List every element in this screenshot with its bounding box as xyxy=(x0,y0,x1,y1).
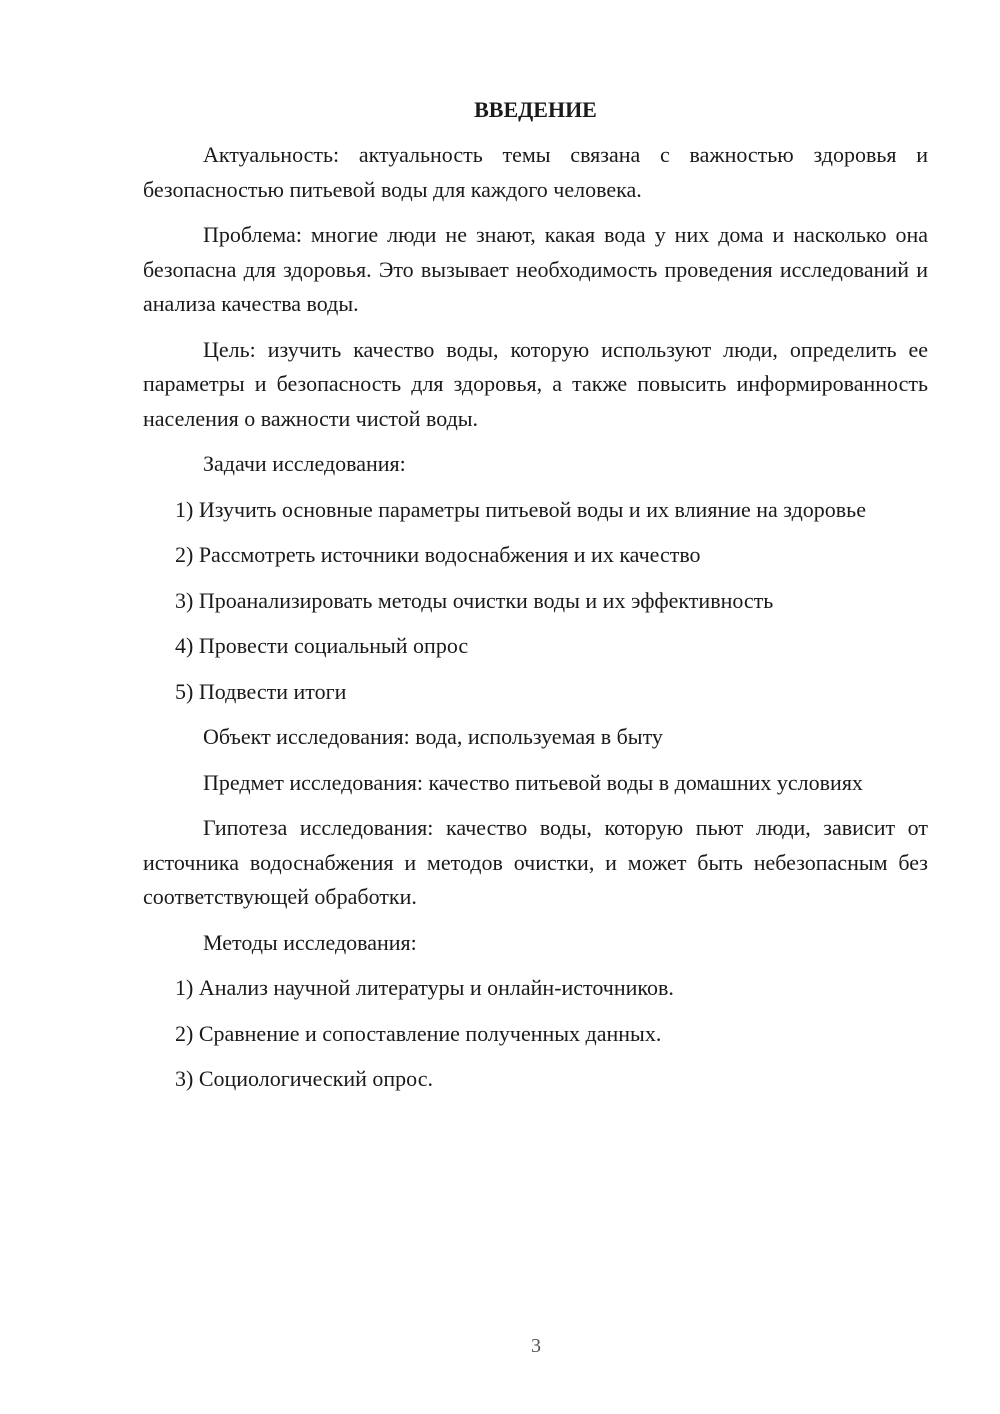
tasks-title: Задачи исследования: xyxy=(203,451,406,476)
page-number: 3 xyxy=(531,1335,541,1357)
hypothesis-paragraph: Гипотеза исследования: качество воды, которую пьют люди, зависит от источника водоснабжения и методов очистки, и может быть небезопасным без соответствующей обработки. xyxy=(143,815,928,909)
object-paragraph: Объект исследования: вода, используемая в быту xyxy=(203,724,663,749)
task-item: 4) Провести социальный опрос xyxy=(175,633,469,658)
goal-paragraph: Цель: изучить качество воды, которую используют люди, определить ее параметры и безопасность для здоровья, а также повысить информированность населения о важности чистой воды. xyxy=(143,336,928,431)
section-heading: ВВЕДЕНИЕ xyxy=(474,97,597,122)
subject-paragraph: Предмет исследования: качество питьевой воды в домашних условиях xyxy=(203,769,863,795)
methods-title: Методы исследования: xyxy=(203,929,417,955)
task-item: 2) Рассмотреть источники водоснабжения и их качество xyxy=(175,542,701,567)
methods-list xyxy=(143,971,928,1097)
method-item: 2) Сравнение и сопоставление полученных данных. xyxy=(175,1020,662,1046)
task-item: 3) Проанализировать методы очистки воды и их эффективность xyxy=(175,587,774,613)
method-item: 1) Анализ научной литературы и онлайн-источников. xyxy=(175,975,674,1000)
tasks-list xyxy=(143,493,928,710)
relevance-paragraph: Актуальность: актуальность темы связана с важностью здоровья и безопасностью питьевой воды для каждого человека. xyxy=(143,142,928,202)
problem-paragraph: Проблема: многие люди не знают, какая вода у них дома и насколько она безопасна для здоровья. Это вызывает необходимость проведения исследований и анализа качества воды. xyxy=(143,222,928,316)
method-item: 3) Социологический опрос. xyxy=(175,1066,433,1091)
task-item: 1) Изучить основные параметры питьевой воды и их влияние на здоровье xyxy=(175,496,866,522)
document-page xyxy=(143,96,928,1108)
task-item: 5) Подвести итоги xyxy=(175,678,347,704)
